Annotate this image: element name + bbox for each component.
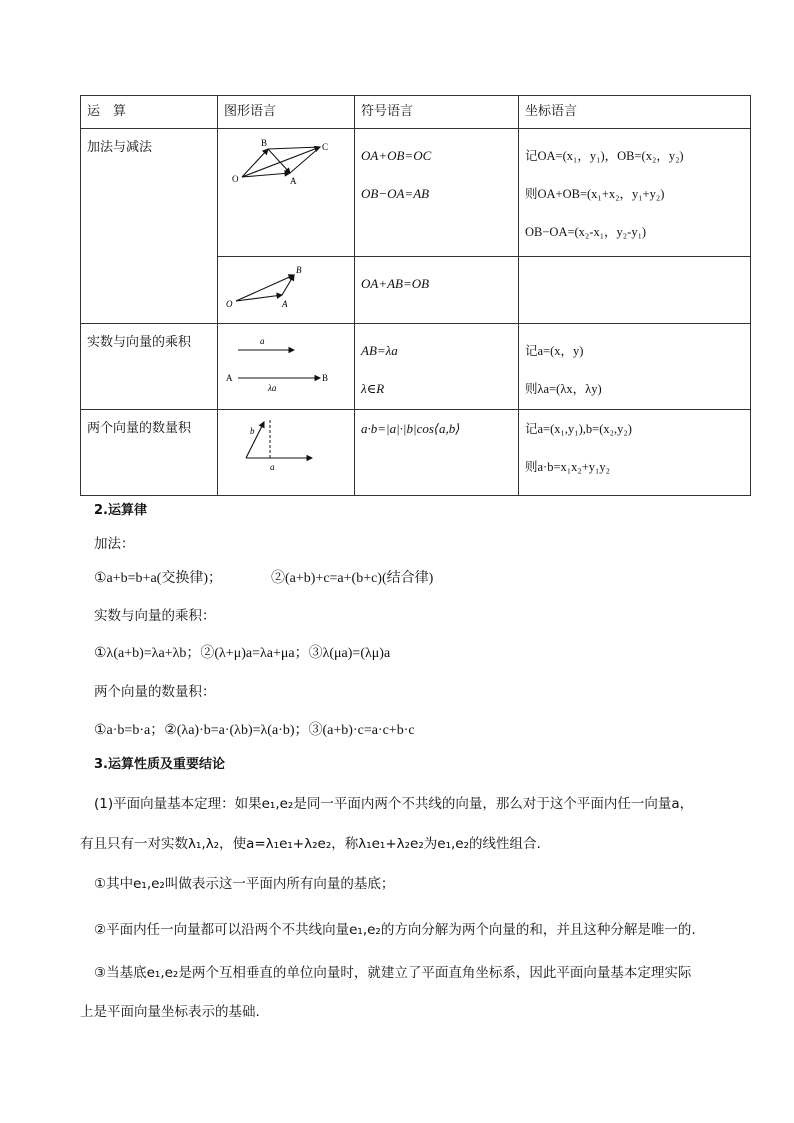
dot-label: 两个向量的数量积： xyxy=(94,684,216,700)
vector-b xyxy=(246,422,264,458)
vector-oa xyxy=(242,173,290,177)
symbol-add: OA+OB=OC xyxy=(361,148,432,163)
edge-ac xyxy=(290,147,320,173)
vector-ob xyxy=(242,149,268,177)
scalar-figure xyxy=(224,328,334,398)
coord-line-1: 记a=(x₁,y₁),b=(x₂,y₂) xyxy=(525,422,632,436)
label-a: A xyxy=(290,176,297,186)
label-c: C xyxy=(322,142,329,152)
orthonormal-note-line-1: ③当基底e₁,e₂是两个互相垂直的单位向量时，就建立了平面直角坐标系，因此平面向量基本定理实际 xyxy=(94,965,692,981)
cell-coord-dot xyxy=(519,410,751,496)
cell-fig-triangle xyxy=(218,257,355,324)
coord-line-1: 记OA=(x₁，y₁)，OB=(x₂，y₂) xyxy=(525,149,684,163)
coord-line-2: 则OA+OB=(x₁+x₂，y₁+y₂) xyxy=(525,187,665,201)
header-symbol-language: 符号语言 xyxy=(355,96,519,129)
table-header-row xyxy=(81,96,751,129)
op-label: 实数与向量的乘积 xyxy=(87,335,192,350)
scalar-formula: ①λ(a+b)=λa+λb；②(λ+μ)a=λa+μa；③λ(μa)=(λμ)a xyxy=(94,646,391,661)
label-a: A xyxy=(282,299,288,309)
coord-line-2: 则λa=(λx，λy) xyxy=(525,382,602,396)
cell-fig-dot xyxy=(218,410,355,496)
symbol-triangle: OA+AB=OB xyxy=(361,276,430,291)
op-label: 加法与减法 xyxy=(87,140,153,155)
edge-bc xyxy=(268,147,320,149)
cell-coord-scalar xyxy=(519,324,751,410)
cell-op-add-sub xyxy=(81,129,218,324)
section3-title: 3.运算性质及重要结论 xyxy=(94,757,225,772)
cell-op-dot xyxy=(81,410,218,496)
dot-formula: ①a·b=b·a；②(λa)·b=a·(λb)=λ(a·b)；③(a+b)·c=a·c+b·c xyxy=(94,723,415,738)
parallelogram-figure xyxy=(224,133,334,193)
addition-label: 加法： xyxy=(94,536,135,552)
label-b: B xyxy=(296,265,302,275)
table-row-dot xyxy=(81,410,751,496)
symbol-dot: a·b=|a|·|b|cos⟨a,b⟩ xyxy=(361,421,461,436)
header-graphic-language: 图形语言 xyxy=(218,96,355,129)
cell-symbol-dot xyxy=(355,410,519,496)
coord-line-2: 则a·b=x₁x₂+y₁y₂ xyxy=(525,460,610,474)
decomposition-note: ②平面内任一向量都可以沿两个不共线向量e₁,e₂的方向分解为两个向量的和，并且这种分解是唯一的. xyxy=(94,922,696,938)
table-row-scalar xyxy=(81,324,751,410)
symbol-scalar-2: λ∈R xyxy=(361,381,385,396)
cell-symbol-scalar xyxy=(355,324,519,410)
cell-op-scalar xyxy=(81,324,218,410)
label-b: B xyxy=(261,138,268,148)
section2-title: 2.运算律 xyxy=(94,503,147,518)
label-lambda-a: λa xyxy=(268,383,277,393)
addition-formula: ①a+b=b+a(交换律)； ②(a+b)+c=a+(b+c)(结合律) xyxy=(94,571,434,586)
cell-symbol-triangle xyxy=(355,257,519,324)
cell-fig-parallelogram xyxy=(218,129,355,257)
dot-product-figure xyxy=(224,414,334,484)
op-label: 两个向量的数量积 xyxy=(87,421,192,436)
symbol-scalar-1: AB=λa xyxy=(361,343,398,358)
vector-ba xyxy=(268,149,290,173)
coord-line-1: 记a=(x，y) xyxy=(525,344,584,358)
symbol-sub: OB−OA=AB xyxy=(361,186,430,201)
theorem-line-1: (1)平面向量基本定理：如果e₁,e₂是同一平面内两个不共线的向量，那么对于这个平面内任一向量a， xyxy=(94,796,694,812)
label-b-vec: b xyxy=(250,426,255,436)
orthonormal-note-line-2: 上是平面向量坐标表示的基础. xyxy=(80,1004,260,1020)
coord-line-3: OB−OA=(x₂-x₁，y₂-y₁) xyxy=(525,225,647,239)
cell-coord-add-sub xyxy=(519,129,751,257)
basis-note: ①其中e₁,e₂叫做表示这一平面内所有向量的基底； xyxy=(94,876,395,892)
operations-table xyxy=(80,95,751,496)
triangle-figure xyxy=(224,261,334,313)
label-o: O xyxy=(232,174,239,184)
label-start: A xyxy=(226,373,233,383)
label-o: O xyxy=(226,299,233,309)
label-end: B xyxy=(322,373,329,383)
table-row-add-sub xyxy=(81,129,751,257)
label-a-vec: a xyxy=(270,462,275,472)
cell-coord-empty xyxy=(519,257,751,324)
cell-fig-scalar xyxy=(218,324,355,410)
scalar-label: 实数与向量的乘积： xyxy=(94,608,216,624)
header-operation: 运 算 xyxy=(81,96,218,129)
header-coordinate-language: 坐标语言 xyxy=(519,96,751,129)
cell-symbol-add-sub xyxy=(355,129,519,257)
theorem-line-2: 有且只有一对实数λ₁,λ₂，使a=λ₁e₁+λ₂e₂，称λ₁e₁+λ₂e₂为e₁,e₂的线性组合. xyxy=(80,836,541,852)
label-a-vec: a xyxy=(260,336,265,346)
vector-oc xyxy=(242,147,320,177)
